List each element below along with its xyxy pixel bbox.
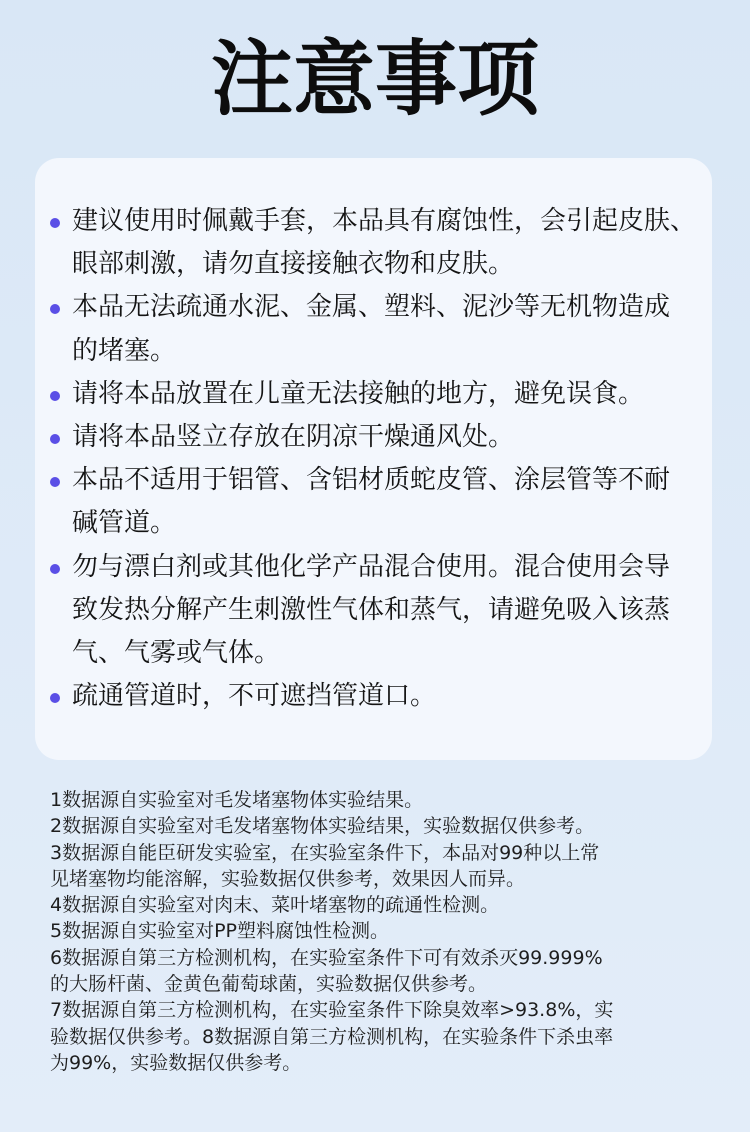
footnote-line: 3数据源自能臣研发实验室，在实验室条件下，本品对99种以上常 (50, 841, 600, 864)
footnote-line: 1数据源自实验室对毛发堵塞物体实验结果。 (50, 789, 424, 811)
notice-line: 请将本品竖立存放在阴凉干燥通风处。 (72, 422, 515, 453)
notice-card (35, 158, 712, 760)
notice-list (35, 158, 712, 718)
notice-line: 疏通管道时，不可遮挡管道口。 (72, 681, 437, 712)
footnote-line: 4数据源自实验室对肉末、菜叶堵塞物的疏通性检测。 (50, 894, 500, 917)
bullet-dot (50, 304, 60, 314)
footnote-line: 的大肠杆菌、金黄色葡萄球菌，实验数据仅供参考。 (50, 973, 488, 996)
notice-line: 本品不适用于铝管、含铝材质蛇皮管、涂层管等不耐 (72, 465, 671, 496)
bullet-dot (50, 693, 60, 703)
footnote-line: 6数据源自第三方检测机构，在实验室条件下可有效杀灭99.999% (50, 946, 603, 969)
notice-item (72, 286, 696, 372)
footnote-line: 验数据仅供参考。8数据源自第三方检测机构，在实验条件下杀虫率 (50, 1025, 614, 1048)
notice-item (72, 373, 696, 416)
notice-line: 的堵塞。 (72, 335, 177, 366)
notice-item (72, 200, 696, 286)
notice-item (72, 416, 696, 459)
notice-line: 气、气雾或气体。 (72, 638, 281, 669)
notice-item (72, 675, 696, 718)
footnote-line: 2数据源自实验室对毛发堵塞物体实验结果，实验数据仅供参考。 (50, 815, 595, 838)
bullet-dot (50, 218, 60, 228)
bullet-dot (50, 391, 60, 401)
footnote-line: 为99%，实验数据仅供参考。 (50, 1051, 302, 1074)
footnote-line: 7数据源自第三方检测机构，在实验室条件下除臭效率>93.8%，实 (50, 999, 614, 1022)
notice-line: 本品无法疏通水泥、金属、塑料、泥沙等无机物造成 (72, 292, 671, 323)
footnote-line: 见堵塞物均能溶解，实验数据仅供参考，效果因人而异。 (50, 867, 526, 890)
bullet-dot (50, 564, 60, 574)
notice-line: 建议使用时佩戴手套，本品具有腐蚀性，会引起皮肤、 (72, 206, 697, 236)
notice-line: 致发热分解产生刺激性气体和蒸气，请避免吸入该蒸 (72, 594, 671, 625)
notice-line: 碱管道。 (72, 508, 177, 539)
notice-item (72, 459, 696, 545)
bullet-dot (50, 477, 60, 487)
page-title: 注意事项 (210, 32, 539, 127)
bullet-dot (50, 434, 60, 444)
footnotes (50, 787, 613, 1076)
footnote-line: 5数据源自实验室对PP塑料腐蚀性检测。 (50, 920, 390, 943)
notice-line: 眼部刺激，请勿直接接触衣物和皮肤。 (72, 249, 515, 280)
notice-line: 勿与漂白剂或其他化学产品混合使用。混合使用会导 (72, 551, 671, 582)
notice-line: 请将本品放置在儿童无法接触的地方，避免误食。 (72, 378, 645, 409)
notice-item (72, 546, 696, 676)
